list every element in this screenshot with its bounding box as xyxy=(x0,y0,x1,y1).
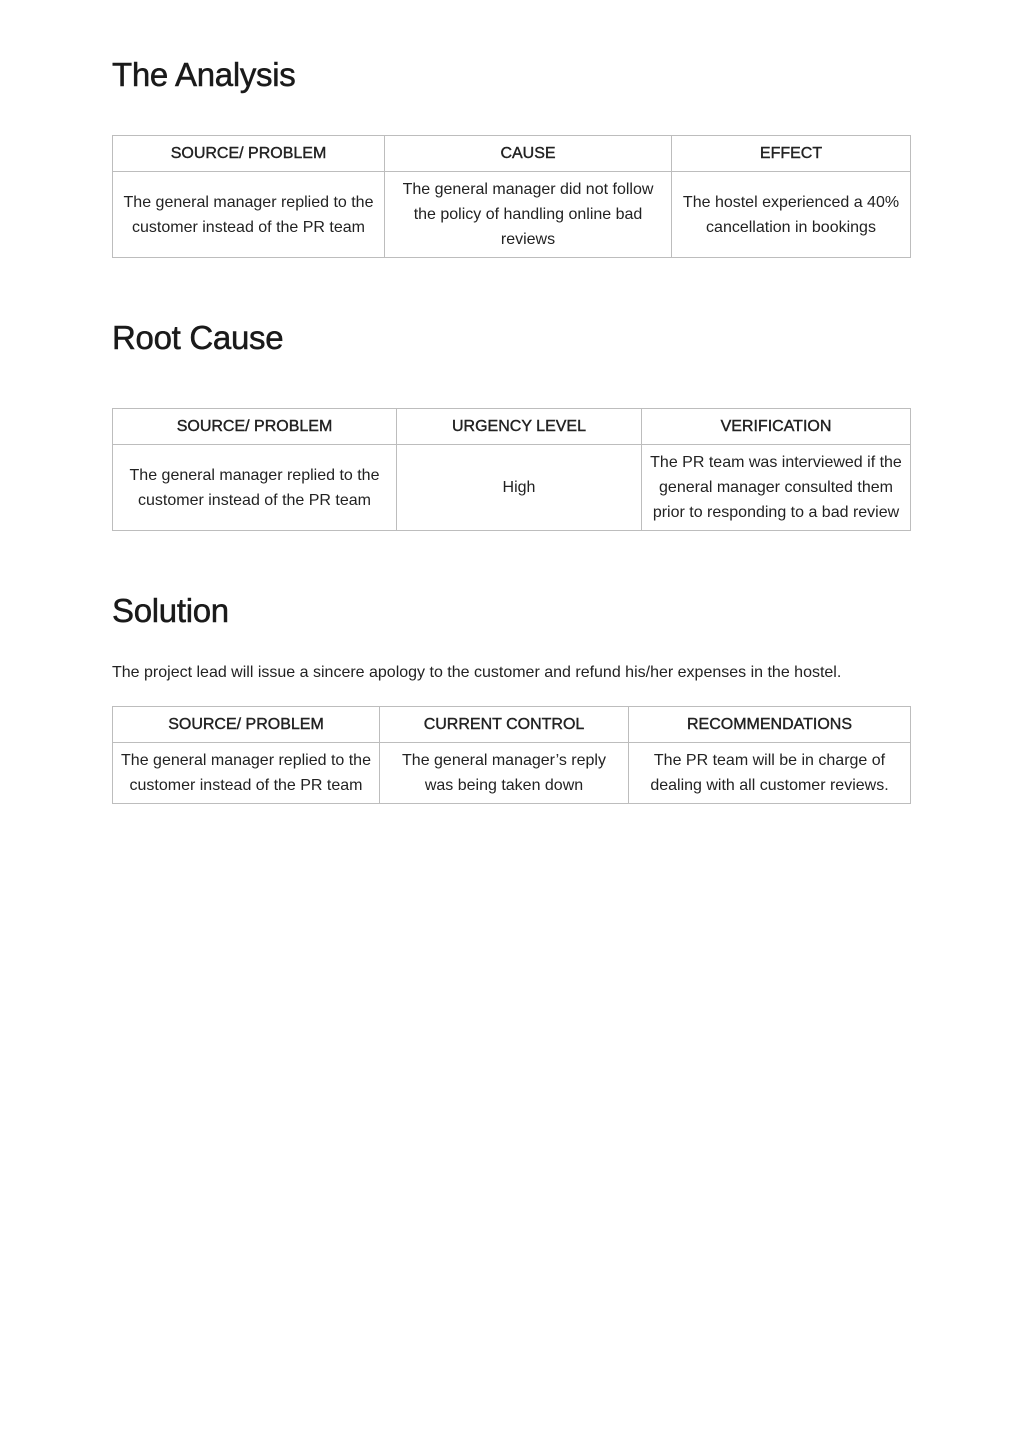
table-header-cell: SOURCE/ PROBLEM xyxy=(113,136,385,172)
solution-title: Solution xyxy=(112,592,229,629)
table-header-cell: EFFECT xyxy=(672,136,911,172)
table-cell: The general manager’s reply was being taken down xyxy=(380,743,629,804)
root-cause-title: Root Cause xyxy=(112,319,284,356)
table-header-cell: VERIFICATION xyxy=(642,409,911,445)
table-header-cell: CURRENT CONTROL xyxy=(380,707,629,743)
table-cell: High xyxy=(397,445,642,531)
table-row xyxy=(113,172,911,258)
table-header-row xyxy=(113,409,911,445)
table-cell: The general manager replied to the customer instead of the PR team xyxy=(113,445,397,531)
table-header-cell: URGENCY LEVEL xyxy=(397,409,642,445)
analysis-table xyxy=(112,135,911,258)
table-cell: The PR team was interviewed if the general manager consulted them prior to responding to a bad review xyxy=(642,445,911,531)
table-row xyxy=(113,445,911,531)
table-cell: The general manager replied to the customer instead of the PR team xyxy=(113,172,385,258)
solution-table xyxy=(112,706,911,804)
table-header-cell: SOURCE/ PROBLEM xyxy=(113,409,397,445)
table-header-row xyxy=(113,707,911,743)
table-cell: The hostel experienced a 40% cancellation in bookings xyxy=(672,172,911,258)
table-header-cell: CAUSE xyxy=(385,136,672,172)
table-row xyxy=(113,743,911,804)
table-cell: The general manager did not follow the policy of handling online bad reviews xyxy=(385,172,672,258)
root-cause-table xyxy=(112,408,911,531)
analysis-title: The Analysis xyxy=(112,56,296,93)
table-cell: The PR team will be in charge of dealing with all customer reviews. xyxy=(629,743,911,804)
solution-intro-text: The project lead will issue a sincere apology to the customer and refund his/her expenses in the hostel. xyxy=(112,664,842,681)
table-cell: The general manager replied to the customer instead of the PR team xyxy=(113,743,380,804)
table-header-row xyxy=(113,136,911,172)
table-header-cell: SOURCE/ PROBLEM xyxy=(113,707,380,743)
table-header-cell: RECOMMENDATIONS xyxy=(629,707,911,743)
